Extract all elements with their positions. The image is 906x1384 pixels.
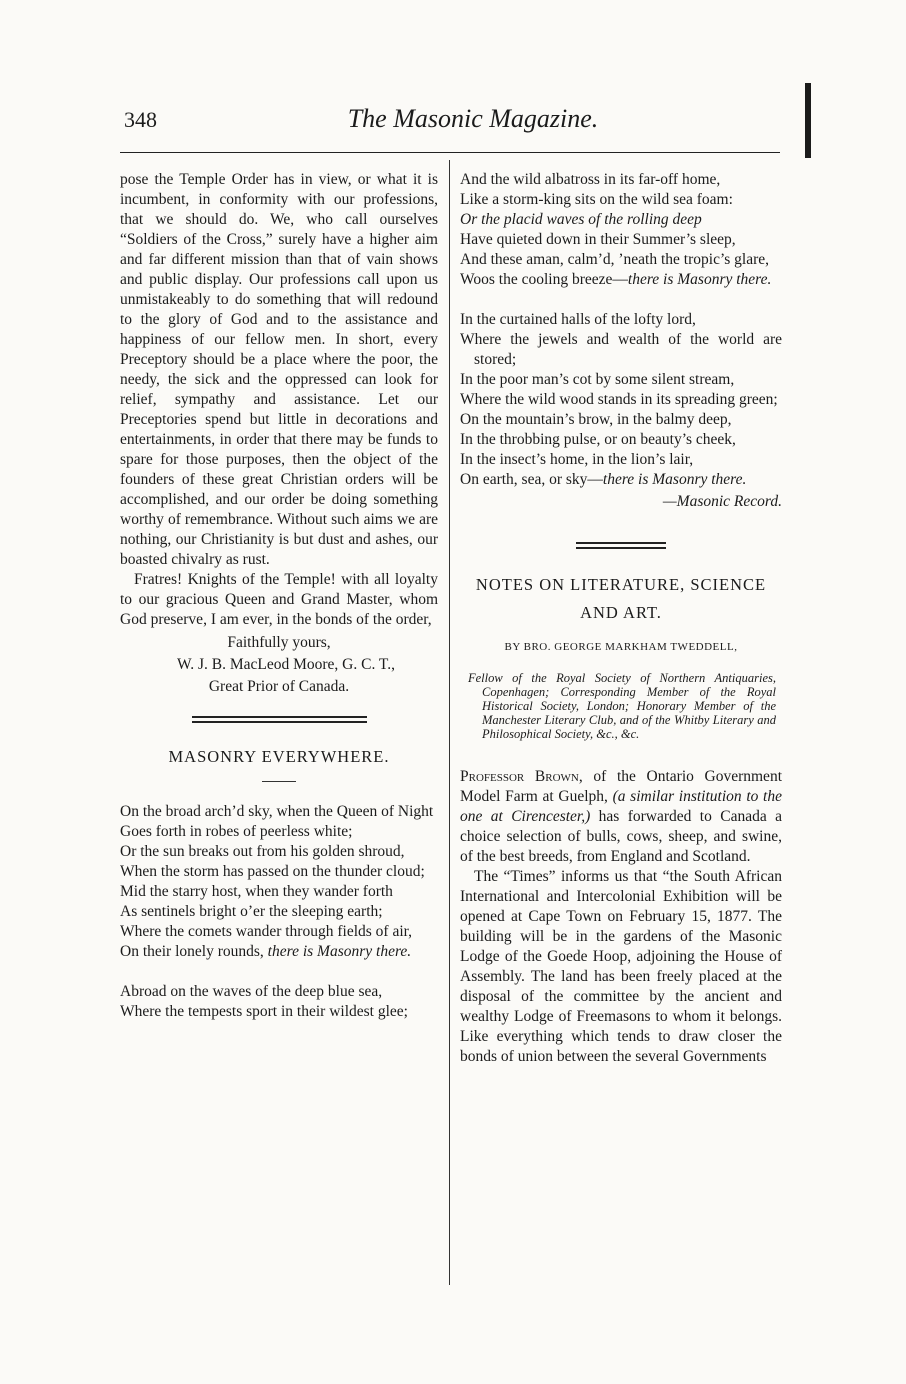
verse-line: Like a storm-king sits on the wild sea foam:	[460, 191, 733, 208]
verse-line: Woos the cooling breeze—there is Masonry there.	[460, 271, 772, 288]
section-divider	[576, 542, 666, 549]
verse-line: On the mountain’s brow, in the balmy deep,	[460, 411, 732, 428]
title-rule	[262, 781, 296, 782]
edge-mark	[805, 83, 811, 158]
poem-stanza-3	[460, 310, 782, 512]
verse-line: On earth, sea, or sky—there is Masonry there.	[460, 471, 747, 488]
notes-paragraph-2: The “Times” informs us that “the South African International and Intercolonial Exhibition will be opened at Cape Town on February 15, 1877. The building will be in the gardens of the Masonic Lodge of the Goede Hoop, adjoining the House of Assembly. The land has been freely placed at the disposal of the committee by the ancient and wealthy Lodge of Freemasons to whom it belongs. Like everything which tends to draw closer the bonds of union between the several Governments	[460, 868, 782, 1065]
poem-stanza-2-start	[120, 982, 438, 1022]
verse-line: In the throbbing pulse, or on beauty’s cheek,	[460, 431, 736, 448]
signoff-line-1: Faithfully yours,	[227, 634, 331, 651]
author-credentials: Fellow of the Royal Society of Northern Antiquaries, Copenhagen; Corresponding Member of the Royal Historical Society, London; Honorary Member of the Manchester Literary Club, and of the Whitby Literary and Philosophical Society, &c., &c.	[468, 671, 776, 741]
verse-line: Goes forth in robes of peerless white;	[120, 823, 353, 840]
verse-line: Abroad on the waves of the deep blue sea,	[120, 983, 383, 1000]
verse-line: In the poor man’s cot by some silent stream,	[460, 371, 735, 388]
article-closing: Fratres! Knights of the Temple! with all loyalty to our gracious Queen and Grand Master, whom God preserve, I am ever, in the bonds of the order,	[120, 571, 438, 628]
verse-line: Mid the starry host, when they wander forth	[120, 883, 393, 900]
notes-paragraph-1: Professor Brown, of the Ontario Government Model Farm at Guelph, (a similar institution to the one at Cirencester,) has forwarded to Canada a choice selection of bulls, cows, sheep, and swine, of the best breeds, from England and Scotland.	[460, 768, 782, 865]
verse-line: In the insect’s home, in the lion’s lair,	[460, 451, 694, 468]
section-divider	[192, 716, 367, 723]
verse-line: Where the tempests sport in their wildest glee;	[120, 1003, 408, 1020]
verse-line: Where the wild wood stands in its spreading green;	[460, 391, 778, 408]
verse-line: As sentinels bright o’er the sleeping earth;	[120, 903, 383, 920]
page-number: 348	[124, 107, 157, 132]
author-byline: BY BRO. GEORGE MARKHAM TWEDDELL,	[504, 641, 738, 653]
poem-credit: —Masonic Record.	[662, 493, 782, 510]
verse-line: On the broad arch’d sky, when the Queen of Night	[120, 803, 434, 820]
verse-line: Where the comets wander through fields of air,	[120, 923, 413, 940]
verse-line: Have quieted down in their Summer’s sleep,	[460, 231, 736, 248]
running-title: The Masonic Magazine.	[347, 104, 599, 133]
verse-line: Where the jewels and wealth of the world are stored;	[460, 331, 782, 368]
left-column	[120, 170, 438, 1036]
verse-line: Or the sun breaks out from his golden shroud,	[120, 843, 405, 860]
signoff-line-3: Great Prior of Canada.	[208, 678, 350, 695]
article-continuation: pose the Temple Order has in view, or what it is incumbent, in conformity with our professions, that we should do. We, who call ourselves “Soldiers of the Cross,” surely have a higher aim and far different mission than that of vain shows and public display. Our professions call upon us unmistakeably to do something that will redound to the glory of God and to the assistance and happiness of our fellow men. In short, every Preceptory should be a place where the poor, the needy, the sick and the oppressed can look for relief, sympathy and assistance. Let our Preceptories spend but little in decorations and entertainments, in order that there may be funds to spare for those purposes, then the object of the founders of these great Christian orders will be accomplished, and our order be doing something worthy of remembrance. Without such aims we are nothing, our Christianity is but dust and ashes, our boasted chivalry as rust.	[120, 171, 438, 568]
notes-title	[460, 571, 782, 627]
verse-line: When the storm has passed on the thunder cloud;	[120, 863, 425, 880]
verse-line: In the curtained halls of the lofty lord,	[460, 311, 696, 328]
verse-line: Or the placid waves of the rolling deep	[460, 211, 702, 228]
column-divider	[449, 160, 450, 1285]
poem-stanza-2-cont	[460, 170, 782, 290]
poem-title: MASONRY EVERYWHERE.	[168, 747, 390, 766]
notes-title-line-1: NOTES ON LITERATURE, SCIENCE	[475, 575, 767, 594]
poem-stanza-1	[120, 802, 438, 962]
right-column	[460, 170, 782, 1067]
signoff	[120, 632, 438, 698]
verse-line: On their lonely rounds, there is Masonry there.	[120, 943, 412, 960]
verse-line: And the wild albatross in its far-off home,	[460, 171, 721, 188]
verse-line: And these aman, calm’d, ’neath the tropic’s glare,	[460, 251, 770, 268]
header-rule	[120, 152, 780, 153]
notes-title-line-2: AND ART.	[580, 603, 662, 622]
signoff-line-2: W. J. B. MacLeod Moore, G. C. T.,	[177, 656, 395, 673]
